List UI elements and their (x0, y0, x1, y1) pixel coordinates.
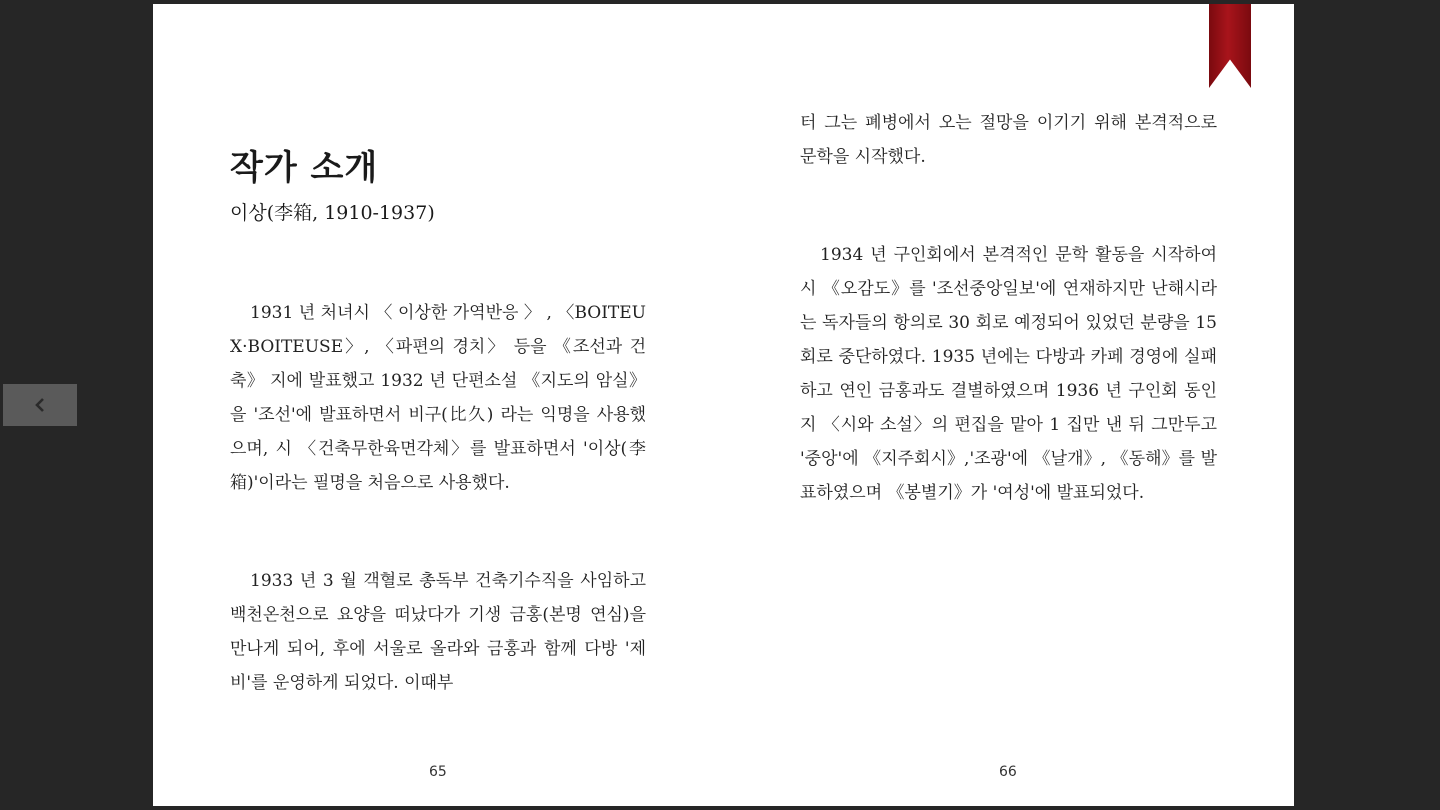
page-number-left: 65 (429, 764, 447, 780)
page-title: 작가 소개 (230, 148, 379, 188)
chevron-left-icon (34, 398, 46, 412)
left-page-content (230, 144, 646, 700)
author-subtitle: 이상(李箱, 1910-1937) (230, 202, 435, 224)
paragraph-1934: 1934 년 구인회에서 본격적인 문학 활동을 시작하여 시 《오감도》를 '조선중앙일보'에 연재하지만 난해시라는 독자들의 항의로 30 회로 예정되어 있었던 분량을 15 회로 중단하였다. 1935 년에는 다방과 카페 경영에 실패하고 연인 금홍과도 결별하였으며 1936 년 구인회 동인지 〈시와 소설〉의 편집을 맡아 1 집만 낸 뒤 그만두고 '중앙'에 《지주회시》,'조광'에 《날개》, 《동해》를 발표하였으며 《봉별기》가 '여성'에 발표되었다. (800, 245, 1217, 503)
right-page-content (800, 106, 1217, 510)
paragraph-1931: 1931 년 처녀시 〈 이상한 가역반응 〉 , 〈BOITEUX·BOITEUSE〉, 〈파편의 경치〉 등을 《조선과 건축》 지에 발표했고 1932 년 단편소설 《지도의 암실》 을 '조선'에 발표하면서 비구(比久) 라는 익명을 사용했으며, 시 〈건축무한육면각체〉를 발표하면서 '이상(李箱)'이라는 필명을 처음으로 사용했다. (230, 303, 646, 493)
previous-page-button[interactable] (3, 384, 77, 426)
paragraph-1933: 1933 년 3 월 객혈로 총독부 건축기수직을 사임하고 백천온천으로 요양을 떠났다가 기생 금홍(본명 연심)을 만나게 되어, 후에 서울로 올라와 금홍과 함께 다방 '제비'를 운영하게 되었다. 이때부 (230, 571, 646, 693)
right-page (723, 4, 1294, 806)
book-spread (153, 4, 1294, 806)
paragraph-continued: 터 그는 폐병에서 오는 절망을 이기기 위해 본격적으로 문학을 시작했다. (800, 113, 1217, 167)
page-number-right: 66 (999, 764, 1017, 780)
left-page (153, 4, 723, 806)
